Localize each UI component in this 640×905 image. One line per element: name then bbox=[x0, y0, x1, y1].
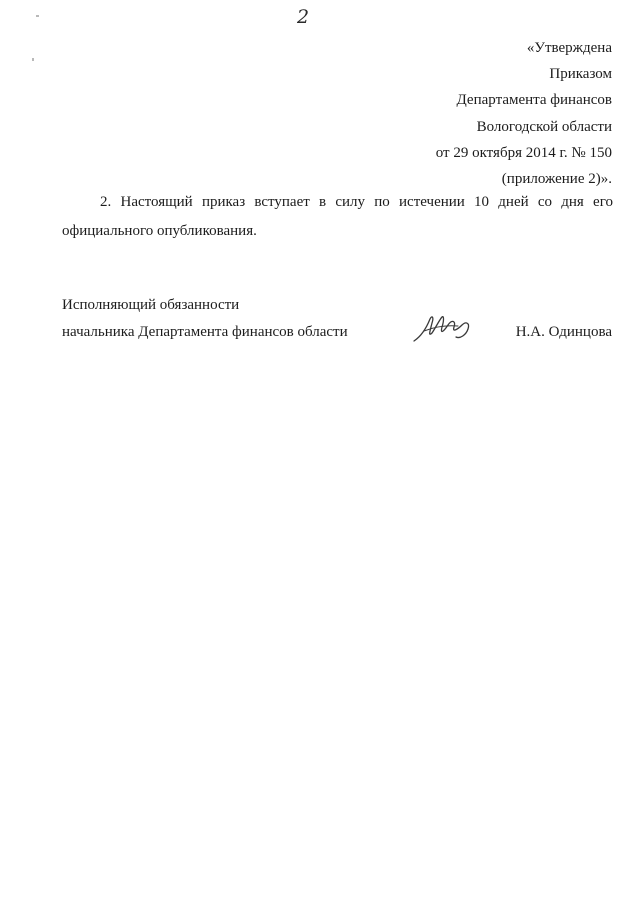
approval-line: Приказом bbox=[549, 66, 612, 83]
signer-name: Н.А. Одинцова bbox=[515, 324, 612, 340]
scan-speck bbox=[36, 15, 39, 17]
page-number: 2 bbox=[297, 6, 310, 28]
approval-line: (приложение 2)». bbox=[501, 171, 612, 188]
signatory-title-line-1: Исполняющий обязанности bbox=[62, 297, 240, 313]
approval-line: от 29 октября 2014 г. № 150 bbox=[435, 144, 612, 161]
scan-speck bbox=[32, 58, 34, 61]
handwritten-signature bbox=[410, 309, 482, 349]
approval-line: «Утверждена bbox=[526, 40, 612, 56]
approval-line: Вологодской области bbox=[476, 118, 612, 135]
approval-line: Департамента финансов bbox=[456, 92, 612, 109]
paragraph-2: 2. Настоящий приказ вступает в силу по истечении 10 дней со дня его официального опубликования. bbox=[62, 194, 613, 239]
approval-stamp bbox=[436, 35, 612, 192]
signatory-title-line-2: начальника Департамента финансов области bbox=[62, 324, 348, 340]
